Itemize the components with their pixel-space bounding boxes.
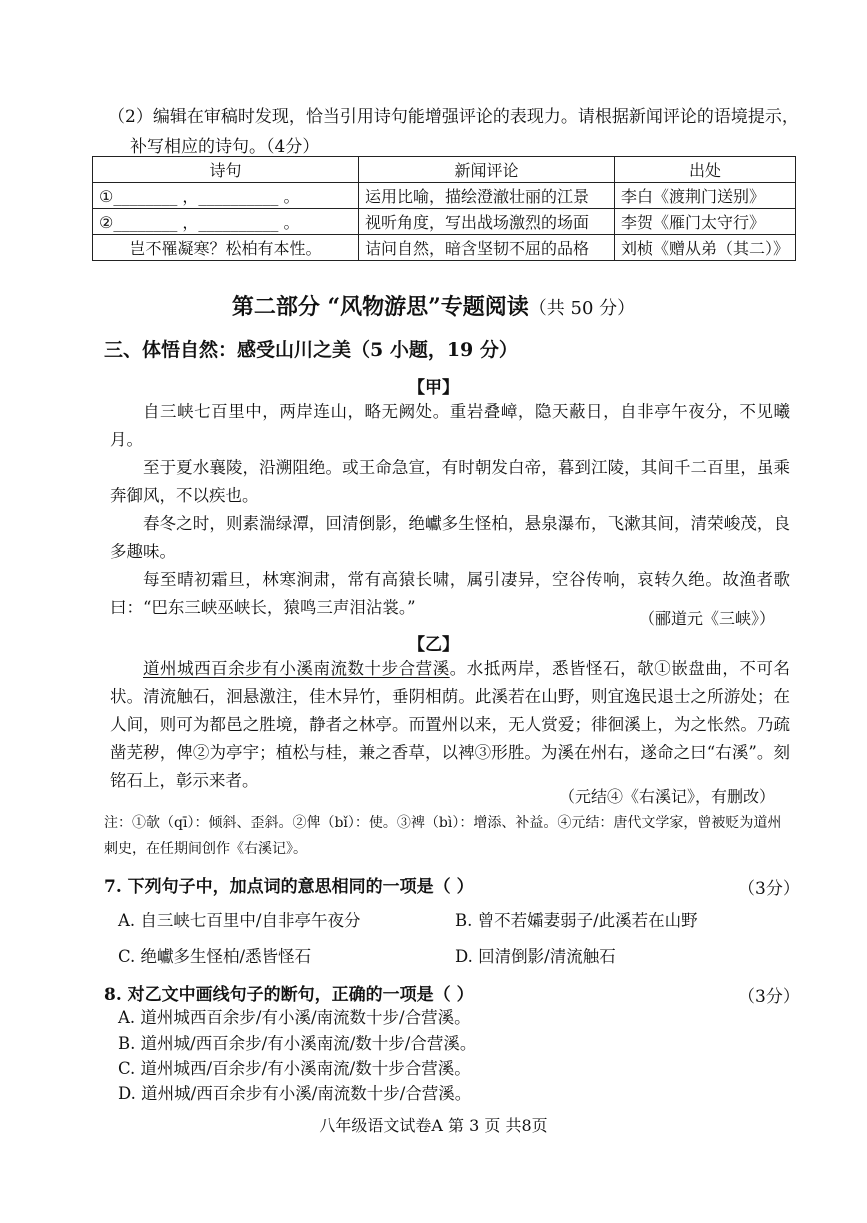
q7-option-d[interactable]: D. 回清倒影/清流触石: [455, 947, 616, 966]
section-3-title: 三、体悟自然：感受山川之美（5 小题，19 分）: [104, 339, 518, 361]
q8-option-c[interactable]: C. 道州城西/百余步/有小溪南流/数十步合营溪。: [118, 1059, 471, 1078]
part-2-title: [0, 290, 867, 321]
source-cell: 刘桢《赠从弟（其二）》: [614, 235, 795, 261]
text-b-source: （元结④《右溪记》，有删改）: [558, 787, 775, 806]
text-a-paragraph: 至于夏水襄陵，沿溯阻绝。或王命急宣，有时朝发白帝，暮到江陵，其间千二百里，虽乘奔御风，不以疾也。: [110, 458, 790, 505]
source-cell: 李白《渡荆门送别》: [614, 183, 795, 209]
poem-cell: ②________ ，__________ 。: [93, 209, 359, 235]
q7-option-a[interactable]: A. 自三峡七百里中/自非亭午夜分: [118, 911, 361, 930]
header-comment: 新闻评论: [359, 157, 615, 183]
part-2-points: （共 50 分）: [528, 298, 636, 319]
question-8-score: （3分）: [738, 987, 800, 1007]
text-a-paragraph: 每至晴初霜旦，林寒涧肃，常有高猿长啸，属引凄异，空谷传响，哀转久绝。故渔者歌曰：“巴东三峡巫峡长，猿鸣三声泪沾裳。”: [110, 570, 790, 617]
q7-option-c[interactable]: C. 绝巘多生怪柏/悉皆怪石: [118, 947, 312, 966]
header-poem: 诗句: [93, 157, 359, 183]
text-b-rest: 。水抵两岸，悉皆怪石，欹①嵌盘曲，不可名状。清流触石，洄悬激注，佳木异竹，垂阴相荫。此溪若在山野，则宜逸民退士之所游处；在人间，则可为都邑之胜境，静者之林亭。而置州以来，无人赏爱；徘徊溪上，为之怅然。乃疏凿芜秽，俾②为亭宇；植松与桂，兼之香草，以裨③形胜。为溪在州右，遂命之曰“右溪”。刻铭石上，彰示来者。: [110, 659, 791, 790]
annotations: 注：①欹（qī）：倾斜、歪斜。②俾（bǐ）：使。③裨（bì）：增添、补益。④元结：唐代文学家，曾被贬为道州刺史，在任期间创作《右溪记》。: [104, 815, 782, 857]
question-7-score: （3分）: [738, 879, 800, 899]
poem-cell: ①________ ，__________ 。: [93, 183, 359, 209]
page-footer: 八年级语文试卷A 第 3 页 共8页: [319, 1116, 548, 1135]
question-7-stem: 7. 下列句子中，加点词的意思相同的一项是（ ）: [104, 877, 474, 897]
text-a-paragraph: 春冬之时，则素湍绿潭，回清倒影，绝巘多生怪柏，悬泉瀑布，飞漱其间，清荣峻茂，良多趣味。: [110, 514, 790, 561]
q8-option-a[interactable]: A. 道州城西百余步/有小溪/南流数十步/合营溪。: [118, 1008, 471, 1027]
table-header-row: [93, 157, 796, 183]
poem-cell: 岂不罹凝寒？松柏有本性。: [93, 235, 359, 261]
comment-cell: 诘问自然，暗含坚韧不屈的品格: [359, 235, 615, 261]
q8-option-d[interactable]: D. 道州城/西百余步有小溪/南流数十步/合营溪。: [118, 1084, 472, 1103]
table-row: [93, 183, 796, 209]
question-8-stem: 8. 对乙文中画线句子的断句，正确的一项是（ ）: [104, 985, 474, 1005]
header-source: 出处: [614, 157, 795, 183]
text-a-heading: 【甲】: [408, 378, 459, 398]
part-2-title-text: 第二部分 “风物游思”专题阅读: [231, 294, 529, 320]
text-a-source: （郦道元《三峡》）: [638, 609, 775, 628]
q7-option-b[interactable]: B. 曾不若孀妻弱子/此溪若在山野: [455, 911, 698, 930]
q8-option-b[interactable]: B. 道州城/西百余步/有小溪南流/数十步/合营溪。: [118, 1034, 477, 1053]
table-row: [93, 235, 796, 261]
text-b-heading: 【乙】: [408, 635, 459, 655]
text-a-body: [110, 398, 790, 622]
text-b-paragraph: [110, 655, 790, 795]
question-2-line2: 补写相应的诗句。（4分）: [130, 137, 320, 157]
question-2-line1: （2）编辑在审稿时发现，恰当引用诗句能增强评论的表现力。请根据新闻评论的语境提示，: [108, 107, 799, 127]
underlined-sentence: 道州城西百余步有小溪南流数十步合营溪: [143, 659, 450, 678]
table-row: [93, 209, 796, 235]
comment-cell: 视听角度，写出战场激烈的场面: [359, 209, 615, 235]
text-a-paragraph: 自三峡七百里中，两岸连山，略无阙处。重岩叠嶂，隐天蔽日，自非亭午夜分，不见曦月。: [110, 402, 790, 449]
comment-cell: 运用比喻，描绘澄澈壮丽的江景: [359, 183, 615, 209]
source-cell: 李贺《雁门太守行》: [614, 209, 795, 235]
poem-table: [92, 156, 796, 261]
text-b-body: [110, 655, 790, 795]
